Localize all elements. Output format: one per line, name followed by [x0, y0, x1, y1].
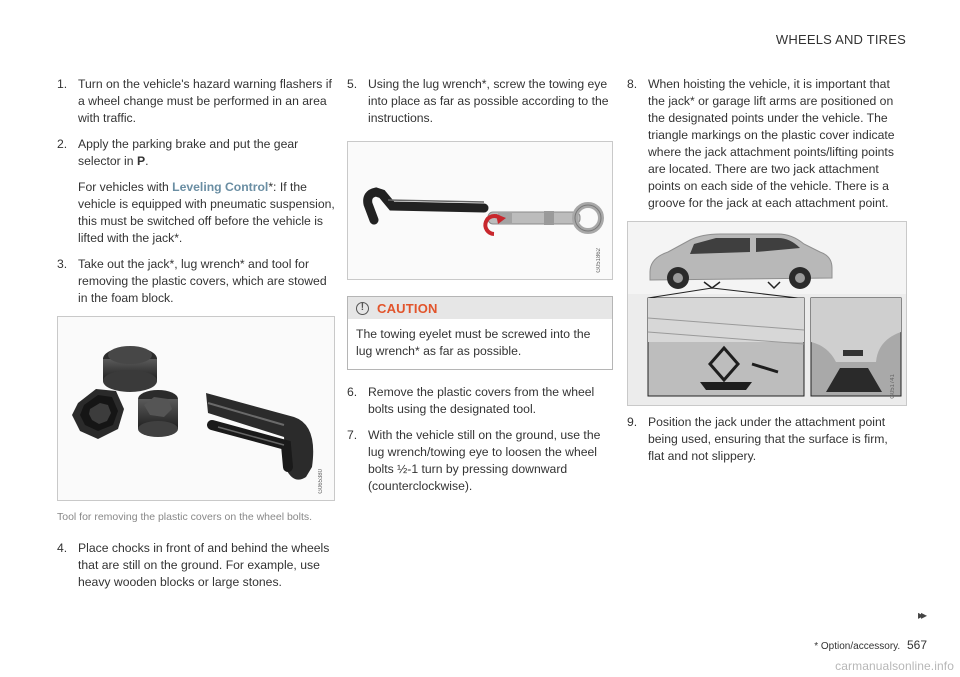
column-left: [57, 76, 335, 600]
step-text: Turn on the vehicle's hazard warning flashers if a wheel change must be performed in an area with traffic.: [78, 77, 332, 125]
towing-eye-figure: [347, 141, 613, 280]
watermark: carmanualsonline.info: [835, 659, 954, 673]
section-title: WHEELS AND TIRES: [775, 32, 906, 47]
caution-header: [348, 297, 612, 319]
figure-code: G051862: [596, 248, 602, 273]
step-number: 9.: [627, 415, 638, 429]
leveling-control-link[interactable]: Leveling Control: [172, 180, 269, 194]
vehicle-jack-illustration: [628, 222, 906, 405]
gear-position: P: [136, 154, 146, 168]
column-right: [627, 76, 907, 474]
step-5: [347, 76, 613, 127]
step-2: [57, 136, 335, 247]
step-3: [57, 256, 335, 307]
figure-caption: Tool for removing the plastic covers on the wheel bolts.: [57, 511, 313, 523]
exclamation-circle-icon: !: [356, 302, 369, 315]
page-footer: [814, 638, 927, 652]
step-number: 1.: [57, 77, 68, 91]
step-text: With the vehicle still on the ground, use the lug wrench/towing eye to loosen the wheel bolts ½-1 turn by pressing downward (counterclockwise).: [368, 428, 601, 493]
covers-tool-figure: [57, 316, 335, 501]
step-text: When hoisting the vehicle, it is important that the jack* or garage lift arms are positioned on the designated points under the vehicle. The triangle markings on the plastic cover indicate where the jack attachment points/lifting points are located. There are two jack attachment points on each side of the vehicle. There is a groove for the jack at each attachment point.: [648, 77, 895, 210]
step-text: Position the jack under the attachment point being used, ensuring that the surface is firm, flat and not slippery.: [648, 415, 888, 463]
step-text: Take out the jack*, lug wrench* and tool for removing the plastic covers, which are stowed in the foam block.: [78, 257, 327, 305]
step-text: Place chocks in front of and behind the wheels that are still on the ground. For example, use heavy wooden blocks or large stones.: [78, 541, 330, 589]
option-accessory-note: * Option/accessory.: [814, 641, 901, 652]
lug-wrench-towing-eye-illustration: [348, 142, 612, 279]
step-9: [627, 414, 907, 465]
page-number: 567: [906, 638, 927, 652]
column-middle: [347, 76, 613, 504]
caution-box: [347, 296, 613, 370]
step-number: 8.: [627, 77, 638, 91]
step-4: [57, 540, 335, 591]
step-7: [347, 427, 613, 495]
step-note: For vehicles with Leveling Control*: If the vehicle is equipped with pneumatic suspension, this must be switched off before the vehicle is lifted with the jack*.: [78, 180, 335, 245]
continued-arrows-icon: ▸▸: [917, 608, 924, 622]
step-1: [57, 76, 335, 127]
step-number: 5.: [347, 77, 358, 91]
figure-code: G051741: [890, 374, 896, 399]
step-8: [627, 76, 907, 212]
figure-code: G065380: [318, 469, 324, 494]
jack-points-figure: [627, 221, 907, 406]
caution-text: The towing eyelet must be screwed into the lug wrench* as far as possible.: [356, 327, 591, 358]
step-number: 6.: [347, 385, 358, 399]
step-number: 7.: [347, 428, 358, 442]
step-6: [347, 384, 613, 418]
step-number: 3.: [57, 257, 68, 271]
step-number: 4.: [57, 541, 68, 555]
step-text: Apply the parking brake and put the gear selector in P.: [78, 137, 299, 168]
plastic-covers-illustration: [58, 317, 334, 500]
step-text: Remove the plastic covers from the wheel bolts using the designated tool.: [368, 385, 595, 416]
caution-title: CAUTION: [377, 300, 438, 316]
step-number: 2.: [57, 137, 68, 151]
step-text: Using the lug wrench*, screw the towing eye into place as far as possible according to the instructions.: [368, 77, 609, 125]
